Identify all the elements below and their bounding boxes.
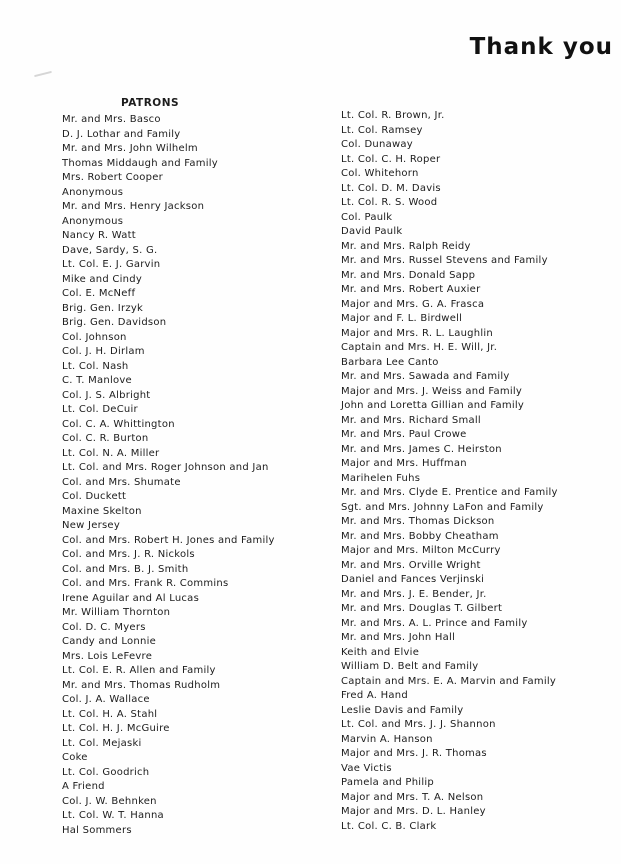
patron-name: William D. Belt and Family [341, 661, 479, 672]
patron-name: Mr. and Mrs. Donald Sapp [341, 269, 476, 281]
patron-name: Lt. Col. R. S. Wood [341, 197, 438, 208]
patron-name: Mr. and Mrs. A. L. Prince and Family [341, 617, 528, 629]
patron-name: David Paulk [341, 226, 403, 237]
patron-name: Col. Johnson [62, 331, 127, 343]
patron-name: C. T. Manlove [62, 375, 132, 386]
patron-name: Marvin A. Hanson [341, 733, 433, 745]
patron-name: Leslie Davis and Family [341, 704, 464, 716]
patron-name: Col. and Mrs. B. J. Smith [62, 563, 189, 575]
patron-name: Fred A. Hand [341, 690, 408, 701]
patron-name: Lt. Col. N. A. Miller [62, 447, 160, 459]
patron-name: Thomas Middaugh and Family [62, 157, 218, 169]
patrons-list-right [341, 109, 613, 834]
patron-name: Anonymous [62, 186, 124, 198]
patron-name: Captain and Mrs. H. E. Will, Jr. [341, 342, 498, 353]
patron-name: Lt. Col. Ramsey [341, 124, 423, 136]
patron-name: Lt. Col. Mejaski [62, 737, 142, 749]
patron-name: Anonymous [62, 215, 124, 227]
patron-name: Lt. Col. H. A. Stahl [62, 708, 158, 720]
patron-name: Col. E. McNeff [62, 288, 136, 299]
patron-name: Col. J. H. Dirlam [62, 346, 145, 357]
patron-name: Lt. Col. E. J. Garvin [62, 259, 161, 270]
patron-name: Mr. and Mrs. Basco [62, 114, 161, 125]
patron-name: Lt. Col. Nash [62, 360, 129, 372]
patron-name: Major and Mrs. G. A. Frasca [341, 298, 485, 310]
patron-name: Mrs. Lois LeFevre [62, 650, 153, 662]
patron-name: Mr. and Mrs. J. E. Bender, Jr. [341, 588, 487, 600]
patron-name: John and Loretta Gillian and Family [341, 400, 525, 411]
patron-name: Lt. Col. C. B. Clark [341, 820, 437, 832]
patron-name: Col. D. C. Myers [62, 621, 146, 633]
patron-name: Lt. Col. DeCuir [62, 404, 138, 415]
patron-name: Mr. and Mrs. Bobby Cheatham [341, 530, 499, 542]
patron-name: A Friend [62, 781, 105, 792]
patron-name: Lt. Col. R. Brown, Jr. [341, 110, 445, 121]
patron-name: Mr. and Mrs. Ralph Reidy [341, 240, 471, 252]
patron-name: Mr. and Mrs. Robert Auxier [341, 284, 481, 295]
patron-name: Major and Mrs. T. A. Nelson [341, 791, 484, 803]
patron-name: Mr. and Mrs. Paul Crowe [341, 429, 467, 440]
patron-name: Col. and Mrs. Robert H. Jones and Family [62, 534, 275, 546]
patron-name: Barbara Lee Canto [341, 356, 439, 368]
patron-name: Mike and Cindy [62, 273, 143, 285]
patrons-list-left [62, 113, 330, 838]
patron-name: Col. C. R. Burton [62, 433, 149, 444]
patron-name: Col. J. W. Behnken [62, 795, 157, 807]
patron-name: Col. and Mrs. Frank R. Commins [62, 578, 229, 589]
patron-name: Mr. and Mrs. Henry Jackson [62, 201, 205, 212]
patron-name: Mr. and Mrs. Douglas T. Gilbert [341, 603, 503, 614]
patron-name: Lt. Col. and Mrs. J. J. Shannon [341, 719, 496, 730]
patron-name: Col. Whitehorn [341, 168, 419, 179]
patron-name: Col. C. A. Whittington [62, 418, 175, 430]
patron-name: Coke [62, 752, 88, 763]
patron-name: New Jersey [62, 520, 120, 531]
patron-name: Major and Mrs. Milton McCurry [341, 545, 501, 556]
page-smudge [34, 71, 52, 77]
patrons-heading: PATRONS [121, 97, 180, 109]
patron-name: Col. J. A. Wallace [62, 694, 150, 705]
patron-name: Mr. and Mrs. John Hall [341, 632, 456, 643]
patron-name: Lt. Col. W. T. Hanna [62, 810, 164, 821]
patron-name: Mr. and Mrs. Thomas Rudholm [62, 679, 221, 691]
patron-name: Col. and Mrs. Shumate [62, 476, 181, 488]
patron-name: Brig. Gen. Irzyk [62, 302, 144, 314]
patron-name: Pamela and Philip [341, 777, 434, 788]
patron-name: Major and Mrs. J. Weiss and Family [341, 385, 523, 397]
patron-name: Irene Aguilar and Al Lucas [62, 592, 200, 604]
patron-name: Sgt. and Mrs. Johnny LaFon and Family [341, 501, 544, 513]
patron-name: Col. Paulk [341, 211, 393, 223]
patron-name: Major and Mrs. J. R. Thomas [341, 748, 487, 759]
patron-name: Mr. and Mrs. Richard Small [341, 414, 481, 426]
patron-name: Mr. and Mrs. Orville Wright [341, 559, 481, 571]
patron-name: Mr. William Thornton [62, 607, 171, 618]
patron-name: Vae Victis [341, 762, 392, 774]
patron-name: D. J. Lothar and Family [62, 128, 181, 140]
patron-name: Captain and Mrs. E. A. Marvin and Family [341, 675, 557, 687]
patron-name: Col. Duckett [62, 491, 127, 502]
patron-name: Mrs. Robert Cooper [62, 172, 163, 183]
patron-name: Nancy R. Watt [62, 230, 136, 241]
patron-name: Lt. Col. H. J. McGuire [62, 723, 170, 734]
patron-name: Major and Mrs. R. L. Laughlin [341, 327, 493, 339]
patron-name: Lt. Col. C. H. Roper [341, 153, 441, 165]
patron-name: Lt. Col. Goodrich [62, 766, 150, 778]
patron-name: Candy and Lonnie [62, 636, 157, 647]
patron-name: Lt. Col. and Mrs. Roger Johnson and Jan [62, 462, 269, 473]
patron-name: Daniel and Fances Verjinski [341, 574, 485, 585]
patron-name: Brig. Gen. Davidson [62, 317, 167, 328]
patron-name: Lt. Col. E. R. Allen and Family [62, 665, 216, 676]
patron-name: Mr. and Mrs. James C. Heirston [341, 443, 502, 455]
patron-name: Dave, Sardy, S. G. [62, 244, 158, 256]
patron-name: Mr. and Mrs. Clyde E. Prentice and Family [341, 487, 558, 498]
patron-name: Major and F. L. Birdwell [341, 313, 463, 324]
patron-name: Mr. and Mrs. Sawada and Family [341, 371, 510, 382]
patron-name: Mr. and Mrs. Thomas Dickson [341, 516, 495, 527]
patron-name: Major and Mrs. Huffman [341, 458, 467, 469]
patron-name: Mr. and Mrs. Russel Stevens and Family [341, 255, 548, 266]
patron-name: Hal Sommers [62, 824, 132, 836]
patron-name: Col. and Mrs. J. R. Nickols [62, 549, 195, 560]
patron-name: Marihelen Fuhs [341, 472, 421, 484]
patron-name: Maxine Skelton [62, 505, 142, 517]
patron-name: Major and Mrs. D. L. Hanley [341, 806, 486, 817]
patron-name: Keith and Elvie [341, 646, 420, 658]
patron-name: Mr. and Mrs. John Wilhelm [62, 143, 198, 154]
page-title: Thank you [469, 34, 613, 60]
patron-name: Col. J. S. Albright [62, 389, 151, 401]
patron-name: Col. Dunaway [341, 139, 413, 150]
patron-name: Lt. Col. D. M. Davis [341, 182, 441, 194]
